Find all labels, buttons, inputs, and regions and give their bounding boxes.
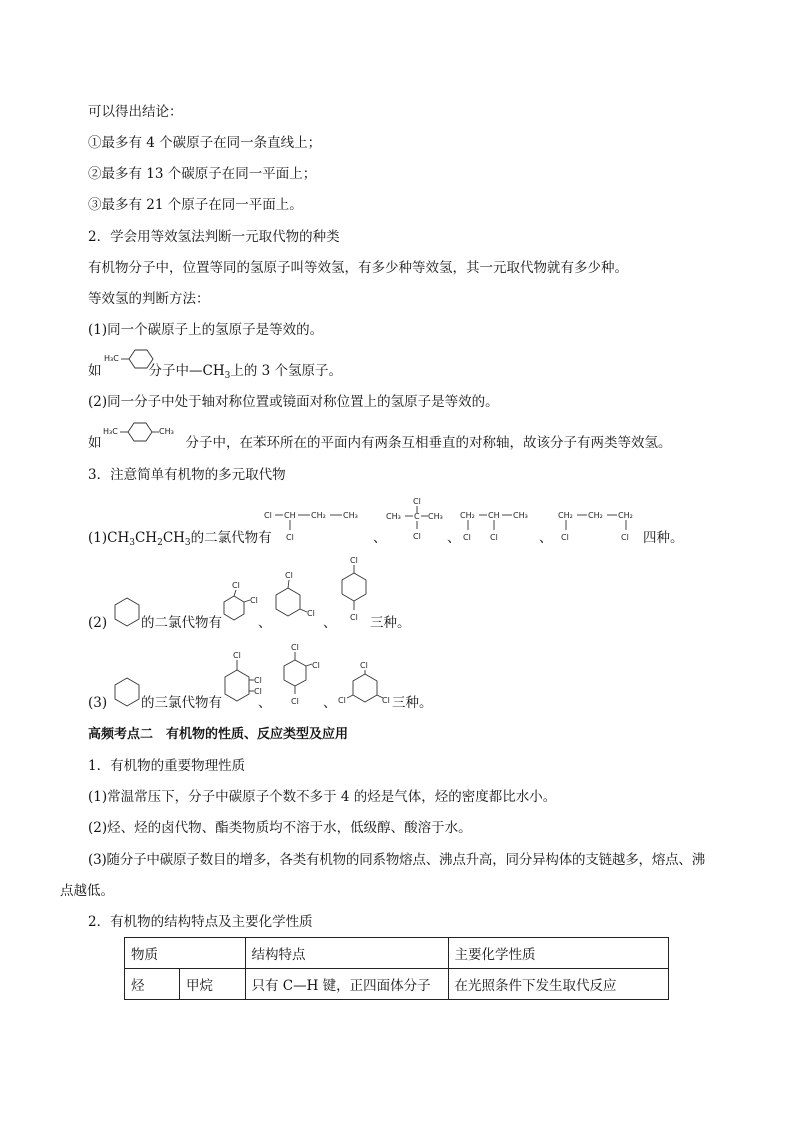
bond bbox=[288, 580, 289, 588]
h3c-label: H₃C bbox=[103, 427, 118, 436]
section2-para: 有机物分子中，位置等同的氢原子叫等效氢，有多少种等效氢，其一元取代物就有多少种。 bbox=[88, 260, 628, 276]
benzene-structure bbox=[112, 596, 142, 630]
p-xylene-structure bbox=[103, 419, 195, 451]
conclusion-intro: 可以得出结论： bbox=[88, 104, 183, 120]
ch-label: CH bbox=[488, 511, 500, 520]
p1-b: CH bbox=[134, 530, 158, 546]
table-row bbox=[125, 969, 669, 1000]
ch2-label: CH₂ bbox=[460, 511, 475, 520]
cl-label: Cl bbox=[232, 581, 240, 590]
bond bbox=[234, 590, 236, 596]
cl-label: Cl bbox=[250, 596, 258, 605]
table-cell: 烃 bbox=[125, 969, 180, 1000]
ex1-suffix: 上的 3 个氢原子。 bbox=[230, 363, 343, 379]
cl-label: Cl bbox=[264, 511, 272, 520]
ch2-label: CH₂ bbox=[311, 511, 326, 520]
p3-prefix: (3) bbox=[88, 695, 108, 711]
benzene-structure bbox=[112, 676, 142, 710]
cl-label: Cl bbox=[254, 687, 262, 696]
o-dichlorobenzene bbox=[222, 578, 262, 628]
toluene-structure bbox=[104, 346, 164, 380]
rule-2: (2)同一分子中处于轴对称位置或镜面对称位置上的氢原子是等效的。 bbox=[88, 394, 499, 410]
ch3-label: CH₃ bbox=[386, 512, 401, 521]
physical-p1: (1)常温常压下，分子中碳原子个数不多于 4 的烃是气体，烃的密度都比水小。 bbox=[88, 789, 557, 805]
ch2-label: CH₂ bbox=[588, 511, 603, 520]
m-dichlorobenzene bbox=[272, 568, 322, 628]
propane-line bbox=[88, 529, 272, 547]
benzene-ring bbox=[342, 573, 366, 601]
dichloride-1-1 bbox=[262, 505, 372, 545]
trichlorobenzene-124 bbox=[282, 640, 324, 712]
bond bbox=[347, 695, 353, 698]
separator: 、 bbox=[539, 530, 553, 546]
ex1-prefix: 如 bbox=[88, 363, 102, 379]
trichlorobenzene-123 bbox=[222, 648, 272, 716]
p2-prefix: (2) bbox=[88, 615, 108, 631]
ex2-prefix: 如 bbox=[88, 435, 102, 451]
header-cell: 结构特点 bbox=[245, 938, 448, 969]
method-title: 等效氢的判断方法： bbox=[88, 291, 210, 307]
section3-heading: 3．注意简单有机物的多元取代物 bbox=[88, 467, 286, 483]
cl-label: Cl bbox=[360, 661, 368, 670]
p1-s1: 3 bbox=[129, 538, 135, 548]
cl-label: Cl bbox=[561, 533, 569, 542]
ch2-label: CH₂ bbox=[618, 511, 633, 520]
cl-label: Cl bbox=[285, 571, 293, 580]
p-dichlorobenzene bbox=[338, 553, 370, 627]
header-cell: 主要化学性质 bbox=[448, 938, 669, 969]
header-cell: 物质 bbox=[125, 938, 246, 969]
p3-mid: 的三氯代物有 bbox=[141, 695, 222, 711]
cl-label: Cl bbox=[233, 651, 241, 660]
ex1-sub: 3 bbox=[224, 371, 231, 381]
cl-label: Cl bbox=[382, 696, 390, 705]
p1-d: 的二氯代物有 bbox=[190, 530, 272, 546]
cl-label: Cl bbox=[291, 697, 299, 706]
cl-label: Cl bbox=[350, 613, 358, 622]
topic-heading: 高频考点二 有机物的性质、反应类型及应用 bbox=[88, 727, 349, 742]
ch3-label: CH₃ bbox=[428, 512, 443, 521]
c-label: C bbox=[414, 512, 420, 521]
benzene-ring bbox=[115, 678, 139, 706]
benzene-ring bbox=[284, 660, 306, 686]
table-cell: 在光照条件下发生取代反应 bbox=[448, 969, 669, 1000]
properties-table bbox=[124, 937, 669, 1000]
table-cell: 甲烷 bbox=[180, 969, 246, 1000]
p1-s3: 3 bbox=[184, 538, 191, 548]
benzene-ring bbox=[129, 350, 153, 368]
separator: 、 bbox=[373, 530, 387, 546]
table-header-row bbox=[125, 938, 669, 969]
bond bbox=[300, 609, 307, 612]
cl-label: Cl bbox=[291, 643, 299, 652]
ch3-label: CH₃ bbox=[513, 511, 528, 520]
cl-label: Cl bbox=[338, 696, 346, 705]
dichloride-2-2 bbox=[384, 494, 446, 546]
cl-label: Cl bbox=[413, 532, 421, 541]
separator: 、 bbox=[447, 530, 461, 546]
chemical-heading: 2．有机物的结构特点及主要化学性质 bbox=[88, 914, 313, 930]
cl-label: Cl bbox=[254, 676, 262, 685]
trichlorobenzene-135 bbox=[336, 658, 394, 710]
ex2-suffix: 分子中，在苯环所在的平面内有两条互相垂直的对称轴，故该分子有两类等效氢。 bbox=[185, 435, 672, 451]
physical-p3a: (3)随分子中碳原子数目的增多，各类有机物的同系物熔点、沸点升高，同分异构体的支链越多，熔点、沸 bbox=[88, 852, 706, 868]
p1-s2: 2 bbox=[157, 538, 163, 548]
p1-a: (1)CH bbox=[88, 530, 130, 546]
physical-heading: 1．有机物的重要物理性质 bbox=[88, 758, 246, 774]
ch2-label: CH₂ bbox=[558, 511, 573, 520]
separator: 、 bbox=[323, 615, 337, 631]
ch-label: CH bbox=[284, 511, 296, 520]
table-cell: 只有 C—H 键，正四面体分子 bbox=[245, 969, 448, 1000]
cl-label: Cl bbox=[350, 556, 358, 565]
conclusion-1: ①最多有 4 个碳原子在同一条直线上； bbox=[88, 135, 322, 151]
conclusion-2: ②最多有 13 个碳原子在同一平面上； bbox=[88, 166, 317, 182]
separator: 、 bbox=[258, 695, 272, 711]
cl-label: Cl bbox=[621, 533, 629, 542]
dichloride-1-2 bbox=[460, 505, 545, 545]
p2-end: 三种。 bbox=[370, 615, 411, 631]
conclusion-3: ③最多有 21 个原子在同一平面上。 bbox=[88, 197, 303, 213]
physical-p3b: 点越低。 bbox=[60, 883, 114, 899]
h3c-label: H₃C bbox=[104, 354, 119, 363]
ch3-label: CH₃ bbox=[343, 511, 358, 520]
separator: 、 bbox=[258, 615, 272, 631]
benzene-ring bbox=[276, 588, 300, 616]
cl-label: Cl bbox=[413, 497, 421, 506]
ch3-label: CH₃ bbox=[159, 427, 174, 436]
p2-mid: 的二氯代物有 bbox=[141, 615, 222, 631]
rule-1: (1)同一个碳原子上的氢原子是等效的。 bbox=[88, 322, 324, 338]
separator: 、 bbox=[323, 695, 337, 711]
p3-end: 三种。 bbox=[392, 695, 433, 711]
ex1-mid: 分子中—CH bbox=[148, 363, 225, 379]
p1-end: 四种。 bbox=[643, 530, 684, 546]
benzene-ring bbox=[353, 674, 377, 702]
benzene-ring bbox=[128, 423, 152, 441]
cl-label: Cl bbox=[463, 533, 471, 542]
section2-heading: 2．学会用等效氢法判断一元取代物的种类 bbox=[88, 229, 340, 245]
cl-label: Cl bbox=[286, 533, 294, 542]
dichloride-1-3 bbox=[558, 505, 643, 545]
physical-p2: (2)烃、烃的卤代物、酯类物质均不溶于水，低级醇、酸溶于水。 bbox=[88, 820, 472, 836]
benzene-ring bbox=[225, 670, 249, 701]
cl-label: Cl bbox=[490, 533, 498, 542]
cl-label: Cl bbox=[312, 661, 320, 670]
benzene-ring bbox=[224, 596, 244, 620]
p1-c: CH bbox=[162, 530, 185, 546]
cl-label: Cl bbox=[307, 609, 315, 618]
benzene-ring bbox=[115, 598, 139, 626]
